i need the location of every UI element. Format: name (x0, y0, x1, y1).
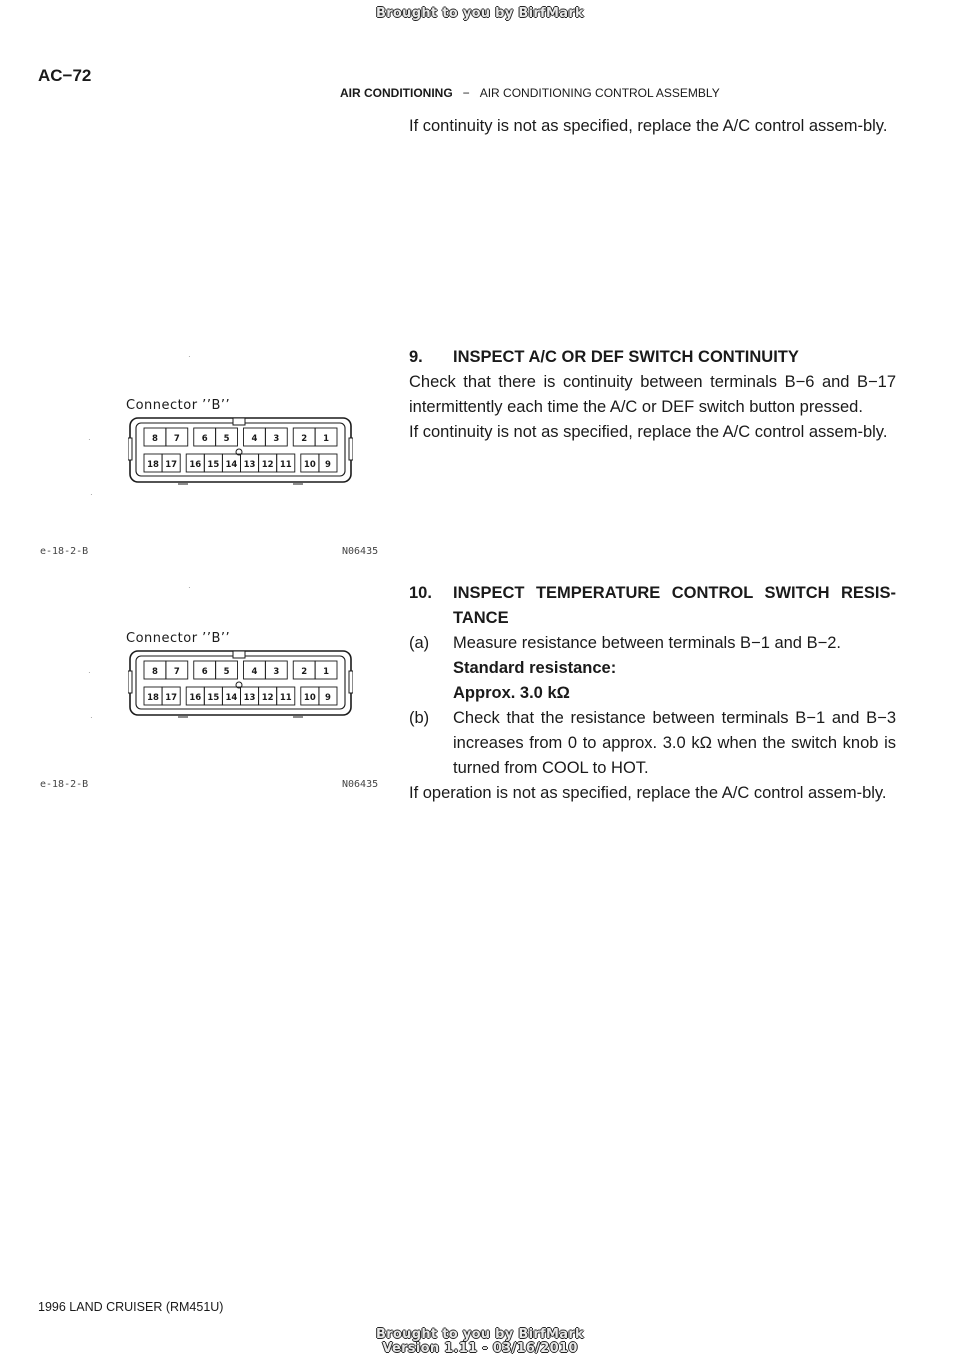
connector-figure-2 (40, 583, 390, 808)
figure-code: N06435 (342, 779, 379, 790)
standard-resistance-value: Approx. 3.0 kΩ (453, 684, 570, 702)
pin-number: 14 (225, 460, 238, 470)
connector-diagram (128, 416, 353, 488)
pin-number: 9 (324, 693, 331, 703)
watermark-bottom-line1: Brought to you by BirfMark (376, 1327, 584, 1342)
connector-label: Connector ’’B’’ (126, 631, 231, 646)
pin-number: 13 (243, 693, 256, 703)
figure-ref-code: e-18-2-B (40, 546, 89, 557)
pin-number: 1 (323, 434, 330, 444)
page-id: AC−72 (38, 66, 92, 85)
step-9-note: If continuity is not as specified, replace the A/C control assem-bly. (409, 423, 888, 441)
watermark-top: Brought to you by BirfMark (376, 6, 584, 21)
pin-number: 7 (173, 434, 180, 444)
step-9-title: INSPECT A/C OR DEF SWITCH CONTINUITY (453, 348, 799, 366)
scan-speck: · (90, 490, 93, 499)
pin-number: 6 (201, 667, 208, 677)
header-separator: − (462, 86, 470, 100)
connector-figure-1 (40, 340, 390, 565)
step-10-heading (409, 581, 896, 631)
pin-number: 11 (279, 693, 292, 703)
step-10-number: 10. (409, 584, 432, 602)
step-9-number: 9. (409, 348, 423, 366)
step-10a-label: (a) (409, 634, 430, 652)
pin-number: 11 (279, 460, 292, 470)
pin-number: 1 (323, 667, 330, 677)
step-10b-text: Check that the resistance between terminals B−1 and B−3 increases from 0 to approx. 3.0 kΩ when the switch knob is turned from COOL to HOT. (453, 709, 896, 777)
pin-number: 8 (151, 434, 158, 444)
pin-number: 3 (273, 667, 280, 677)
pin-number: 12 (261, 460, 274, 470)
step-10b-label: (b) (409, 709, 430, 727)
scan-speck: · (188, 583, 191, 592)
step-10a (409, 631, 896, 706)
pins-bottom-row (144, 687, 337, 705)
pin-number: 2 (301, 667, 308, 677)
pin-number: 14 (225, 693, 238, 703)
pins-top-row (144, 428, 337, 446)
pin-number: 9 (324, 460, 331, 470)
pin-number: 5 (223, 434, 230, 444)
intro-paragraph: If continuity is not as specified, replace the A/C control assem-bly. (409, 117, 888, 135)
pin-number: 18 (147, 460, 159, 470)
pin-number: 10 (303, 693, 316, 703)
pins-bottom-row (144, 454, 337, 472)
pin-number: 15 (207, 460, 220, 470)
page-footer: 1996 LAND CRUISER (RM451U) (38, 1300, 224, 1314)
pin-number: 4 (251, 434, 258, 444)
scan-speck: · (90, 713, 93, 722)
step-9-body: Check that there is continuity between terminals B−6 and B−17 intermittently each time the A/C or DEF switch button pressed. (409, 373, 896, 416)
scan-speck: · (88, 668, 91, 677)
pin-number: 17 (165, 460, 178, 470)
step-10a-text (453, 631, 896, 706)
scan-speck: · (188, 352, 191, 361)
step-10-block (409, 581, 896, 806)
step-10b (409, 706, 896, 781)
pin-number: 18 (147, 693, 159, 703)
pin-number: 17 (165, 693, 178, 703)
page-header (340, 86, 720, 100)
pins-top-row (144, 661, 337, 679)
standard-resistance-label: Standard resistance: (453, 659, 617, 677)
connector-diagram (128, 649, 353, 721)
pin-number: 6 (201, 434, 208, 444)
pin-number: 10 (303, 460, 316, 470)
figure-ref-code: e-18-2-B (40, 779, 89, 790)
step-9-heading (409, 345, 896, 370)
step-10-note: If operation is not as specified, replace the A/C control assem-bly. (409, 784, 887, 802)
pin-number: 16 (189, 460, 202, 470)
header-subsection: AIR CONDITIONING CONTROL ASSEMBLY (479, 86, 720, 100)
pin-number: 5 (223, 667, 230, 677)
step-10a-instruction: Measure resistance between terminals B−1 and B−2. (453, 634, 841, 652)
pin-number: 3 (273, 434, 280, 444)
pin-number: 4 (251, 667, 258, 677)
pin-number: 2 (301, 434, 308, 444)
figure-code: N06435 (342, 546, 379, 557)
header-section: AIR CONDITIONING (340, 86, 453, 100)
step-10-title: INSPECT TEMPERATURE CONTROL SWITCH RESIS-TANCE (453, 584, 896, 627)
pin-number: 8 (151, 667, 158, 677)
step-9-block (409, 345, 896, 445)
pin-number: 15 (207, 693, 220, 703)
pin-number: 13 (243, 460, 256, 470)
watermark-bottom-line2: Version 1.11 - 03/16/2010 (382, 1341, 578, 1356)
scan-speck: · (88, 435, 91, 444)
pin-number: 12 (261, 693, 274, 703)
pin-number: 16 (189, 693, 202, 703)
pin-number: 7 (173, 667, 180, 677)
connector-label: Connector ’’B’’ (126, 398, 231, 413)
